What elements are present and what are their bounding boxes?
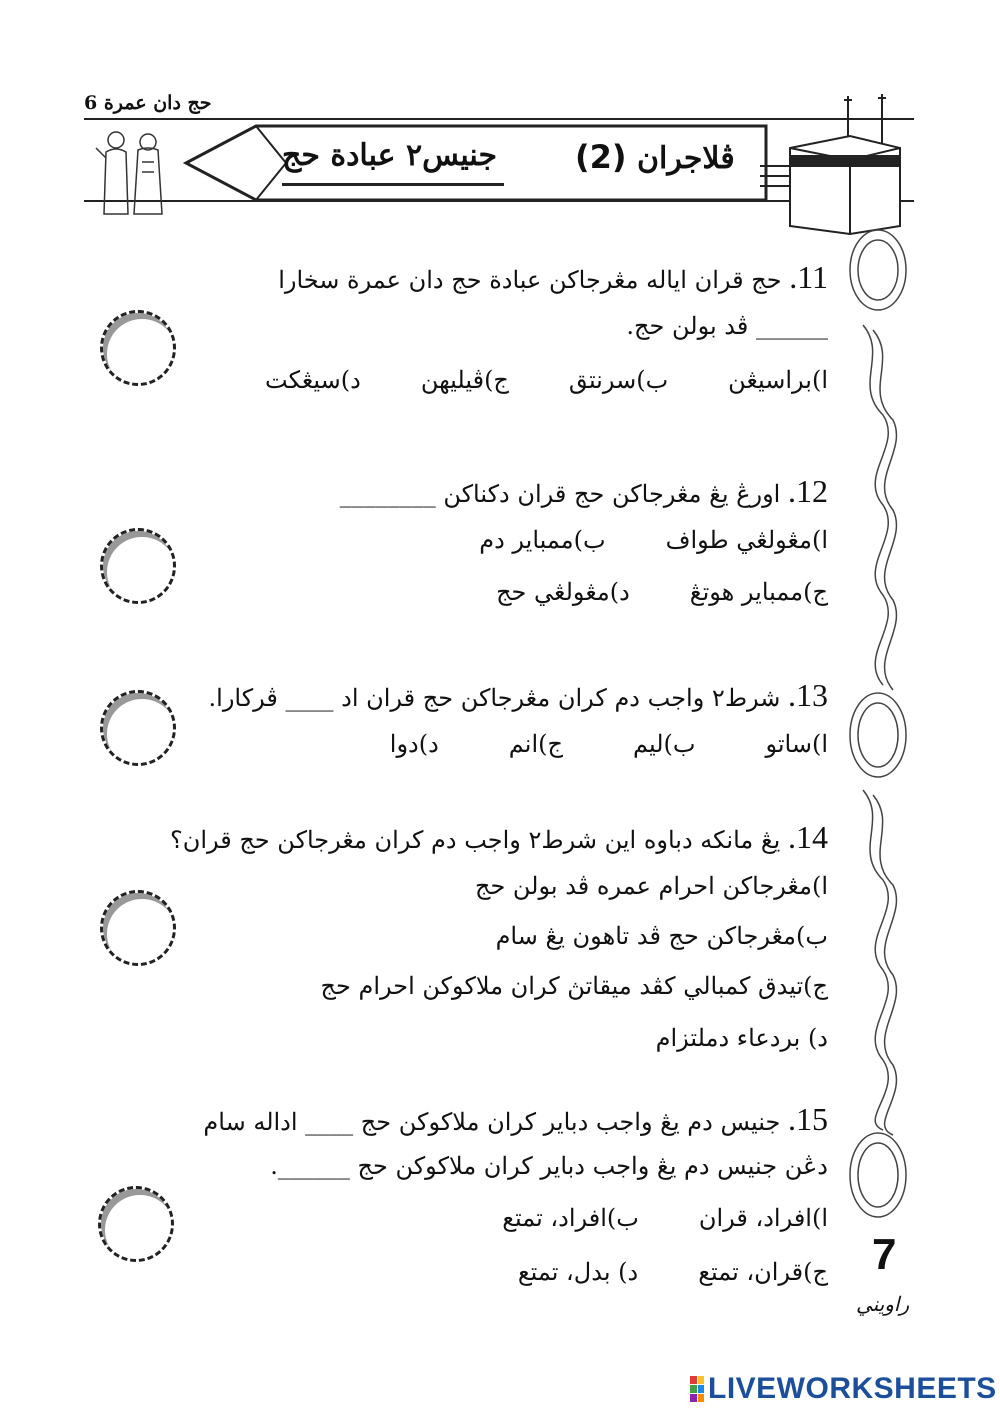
question-12-answer-circle[interactable] — [100, 528, 176, 604]
pilgrims-illustration — [92, 122, 172, 222]
lesson-label — [575, 138, 735, 176]
question-15-option-d[interactable]: د) بدل، تمتع — [517, 1258, 639, 1286]
question-11-text: حج قران اياله مڠرجاکن عبادة حج دان عمرة سخارا — [278, 266, 782, 294]
question-13-line-1 — [209, 676, 828, 714]
question-15-option-c[interactable]: ج)قران، تمتع — [698, 1258, 828, 1286]
question-14-option-a[interactable]: ا)مڠرجاکن احرام عمره ڤد بولن حج — [474, 872, 828, 900]
question-12-text: اورڠ يڠ مڠرجاکن حج قران دکناکن ________ — [339, 480, 781, 508]
question-12-line-1 — [340, 472, 828, 510]
question-14-option-d[interactable]: د) بردعاء دملتزام — [655, 1024, 828, 1052]
question-15-options-row-1 — [502, 1204, 828, 1233]
question-11-option-a[interactable]: ا)براسيڠن — [728, 366, 828, 394]
question-15-option-b[interactable]: ب)افراد، تمتع — [502, 1204, 639, 1232]
page-number: 7 — [872, 1230, 897, 1279]
question-14-option-c[interactable]: ج)تيدق کمبالي کڤد ميقاتڽ کران ملاکوکن احرام حج — [320, 972, 828, 1000]
question-11-options — [265, 366, 828, 395]
question-13-number: 13. — [788, 677, 828, 713]
question-14-option-b[interactable]: ب)مڠرجاکن حج ڤد تاهون يڠ سام — [495, 922, 828, 950]
question-11-option-c[interactable]: ج)ڤيليهن — [420, 366, 509, 394]
question-13-option-d[interactable]: د)دوا — [389, 730, 439, 758]
banner-underline — [282, 183, 504, 186]
question-14-text: يڠ مانکه دباوه اين شرط٢ واجب دم کران مڠرجاکن حج قران؟ — [169, 826, 781, 854]
question-14-line-1 — [170, 818, 828, 856]
liveworksheets-logo-icon — [690, 1376, 704, 1402]
banner-title: جنيس٢ عبادة حج — [282, 138, 498, 173]
question-11-line-1 — [278, 258, 828, 296]
question-12-option-d[interactable]: د)مڠولڠي حج — [496, 578, 630, 606]
question-12-option-c[interactable]: ج)ممباير هوتڠ — [689, 578, 828, 606]
question-11-line-2: ______ ڤد بولن حج. — [626, 312, 828, 340]
lesson-label-text: ڤلاجران — [636, 141, 735, 176]
author-signature: راويني — [856, 1292, 910, 1316]
question-11-option-b[interactable]: ب)سرنتق — [568, 366, 669, 394]
lesson-number: (2) — [575, 138, 627, 176]
question-13-option-c[interactable]: ج)انم — [508, 730, 563, 758]
question-15-line-2: دڠن جنيس دم يڠ واجب دباير کران ملاکوکن حج ______. — [270, 1152, 828, 1180]
question-14-answer-circle[interactable] — [100, 890, 176, 966]
question-12-options-row-2 — [496, 578, 828, 607]
question-15-line-1 — [203, 1100, 828, 1138]
question-11-option-d[interactable]: د)سيڠکت — [265, 366, 361, 394]
question-13-answer-circle[interactable] — [100, 690, 176, 766]
question-12-option-a[interactable]: ا)مڠولڠي طواف — [665, 526, 828, 554]
question-13-option-a[interactable]: ا)ساتو — [765, 730, 828, 758]
liveworksheets-wordmark: LIVEWORKSHEETS — [708, 1372, 997, 1405]
question-15-number: 15. — [788, 1101, 828, 1137]
liveworksheets-brand[interactable] — [690, 1372, 997, 1406]
question-13-options — [390, 730, 828, 759]
question-13-option-b[interactable]: ب)ليم — [632, 730, 696, 758]
question-11-answer-circle[interactable] — [100, 310, 176, 386]
question-12-number: 12. — [788, 473, 828, 509]
question-15-text: جنيس دم يڠ واجب دباير کران ملاکوکن حج ____ اداله سام — [203, 1108, 781, 1136]
question-12-options-row-1 — [479, 526, 828, 555]
question-15-answer-circle[interactable] — [98, 1186, 174, 1262]
question-15-options-row-2 — [518, 1258, 828, 1287]
question-11-number: 11. — [789, 259, 828, 295]
question-14-number: 14. — [788, 819, 828, 855]
corner-title: حج دان عمرة 6 — [84, 92, 212, 114]
question-13-text: شرط٢ واجب دم کران مڠرجاکن حج قران اد ____ ڤرکارا. — [208, 684, 781, 712]
decorative-border-ornament — [843, 225, 913, 1305]
question-15-option-a[interactable]: ا)افراد، قران — [698, 1204, 828, 1232]
question-12-option-b[interactable]: ب)ممباير دم — [479, 526, 606, 554]
kaaba-illustration — [760, 86, 910, 236]
